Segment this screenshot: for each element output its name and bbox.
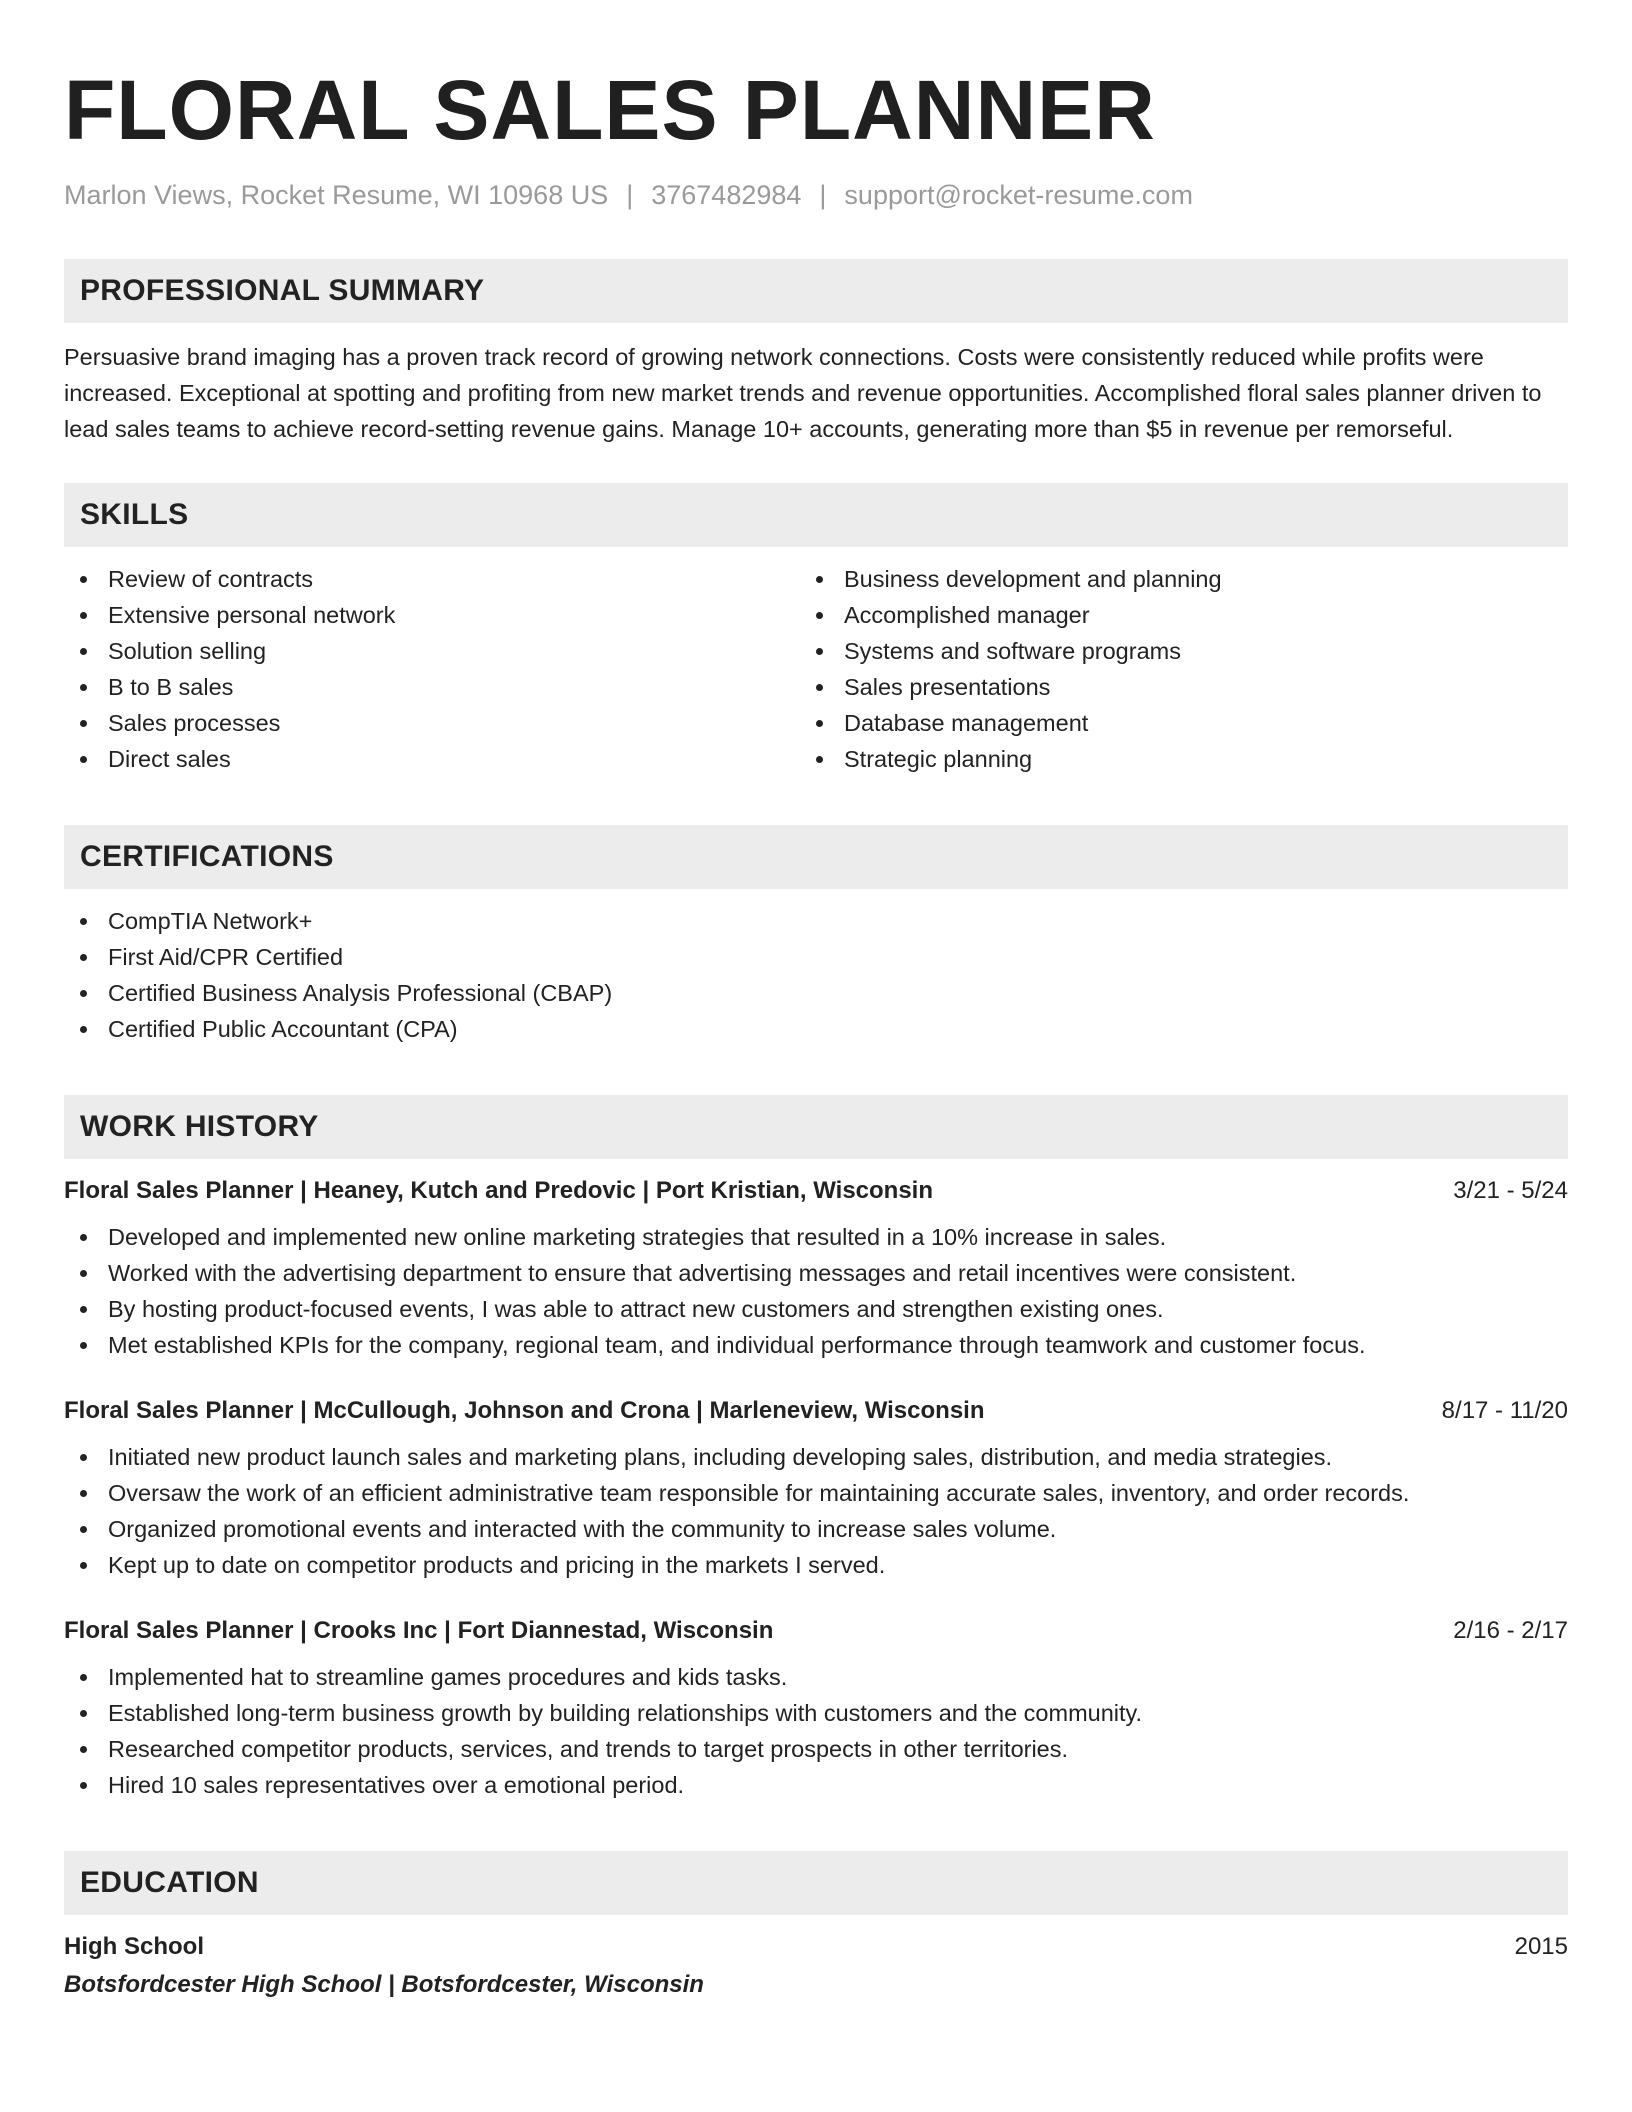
section-heading-skills: SKILLS (64, 483, 1568, 547)
certification-item: First Aid/CPR Certified (64, 939, 1568, 975)
skills-column-right (800, 561, 1536, 777)
job-bullet: Developed and implemented new online marketing strategies that resulted in a 10% increase in sales. (64, 1219, 1568, 1255)
certification-item: Certified Business Analysis Professional (CBAP) (64, 975, 1568, 1011)
skill-item: Systems and software programs (800, 633, 1536, 669)
job-bullet: Worked with the advertising department to ensure that advertising messages and retail incentives were consistent. (64, 1255, 1568, 1291)
job-bullets (64, 1659, 1568, 1803)
job-title: Floral Sales Planner | McCullough, Johnson and Crona | Marleneview, Wisconsin (64, 1397, 985, 1424)
contact-phone: 3767482984 (651, 180, 802, 210)
certification-item: Certified Public Accountant (CPA) (64, 1011, 1568, 1047)
job-bullet: Met established KPIs for the company, regional team, and individual performance through teamwork and customer focus. (64, 1327, 1568, 1363)
job-bullet: Oversaw the work of an efficient administrative team responsible for maintaining accurate sales, inventory, and order records. (64, 1475, 1568, 1511)
job-bullet: Organized promotional events and interacted with the community to increase sales volume. (64, 1511, 1568, 1547)
skill-item: Business development and planning (800, 561, 1536, 597)
skill-item: Sales processes (64, 705, 800, 741)
job-header (64, 1177, 1568, 1205)
skill-item: Sales presentations (800, 669, 1536, 705)
section-heading-education: EDUCATION (64, 1851, 1568, 1915)
skill-item: Extensive personal network (64, 597, 800, 633)
resume-title: FLORAL SALES PLANNER (64, 63, 1156, 157)
contact-line (64, 180, 1568, 211)
job-header (64, 1397, 1568, 1425)
job-bullets (64, 1219, 1568, 1363)
summary-text: Persuasive brand imaging has a proven track record of growing network connections. Costs were consistently reduced while profits were increased. Exceptional at spotting and profiting from new market trends and revenue opportunities. Accomplished floral sales planner driven to lead sales teams to achieve record-setting revenue gains. Manage 10+ accounts, generating more than $5 in revenue per remorseful. (64, 344, 1542, 442)
section-heading-certifications: CERTIFICATIONS (64, 825, 1568, 889)
section-heading-summary: PROFESSIONAL SUMMARY (64, 259, 1568, 323)
certification-item: CompTIA Network+ (64, 903, 1568, 939)
skill-item: Direct sales (64, 741, 800, 777)
job-bullets (64, 1439, 1568, 1583)
education-header (64, 1933, 1568, 1961)
skill-item: B to B sales (64, 669, 800, 705)
job-bullet: Kept up to date on competitor products and pricing in the markets I served. (64, 1547, 1568, 1583)
job-dates: 3/21 - 5/24 (1453, 1177, 1568, 1204)
job-title: Floral Sales Planner | Crooks Inc | Fort Diannestad, Wisconsin (64, 1617, 774, 1644)
job-header (64, 1617, 1568, 1645)
job-entry (64, 1617, 1568, 1803)
job-entry (64, 1177, 1568, 1363)
job-bullet: Initiated new product launch sales and marketing plans, including developing sales, distribution, and media strategies. (64, 1439, 1568, 1475)
job-bullet: Implemented hat to streamline games procedures and kids tasks. (64, 1659, 1568, 1695)
job-bullet: Established long-term business growth by building relationships with customers and the community. (64, 1695, 1568, 1731)
contact-separator: | (626, 180, 634, 210)
skill-item: Strategic planning (800, 741, 1536, 777)
education-school: Botsfordcester High School | Botsfordcester, Wisconsin (64, 1971, 704, 1998)
job-dates: 2/16 - 2/17 (1453, 1617, 1568, 1644)
skill-item: Review of contracts (64, 561, 800, 597)
contact-address: Marlon Views, Rocket Resume, WI 10968 US (64, 180, 609, 210)
job-bullet: Hired 10 sales representatives over a emotional period. (64, 1767, 1568, 1803)
skills-column-left (64, 561, 800, 777)
skill-item: Accomplished manager (800, 597, 1536, 633)
education-year: 2015 (1514, 1933, 1568, 1960)
job-bullet: By hosting product-focused events, I was able to attract new customers and strengthen existing ones. (64, 1291, 1568, 1327)
education-degree: High School (64, 1933, 204, 1960)
contact-email[interactable]: support@rocket-resume.com (844, 180, 1193, 210)
job-bullet: Researched competitor products, services, and trends to target prospects in other territories. (64, 1731, 1568, 1767)
skill-item: Database management (800, 705, 1536, 741)
job-dates: 8/17 - 11/20 (1441, 1397, 1568, 1424)
job-entry (64, 1397, 1568, 1583)
certifications-list (64, 903, 1568, 1047)
skill-item: Solution selling (64, 633, 800, 669)
contact-separator: | (819, 180, 827, 210)
skills-list (64, 547, 1568, 777)
job-title: Floral Sales Planner | Heaney, Kutch and Predovic | Port Kristian, Wisconsin (64, 1177, 934, 1204)
section-heading-work-history: WORK HISTORY (64, 1095, 1568, 1159)
